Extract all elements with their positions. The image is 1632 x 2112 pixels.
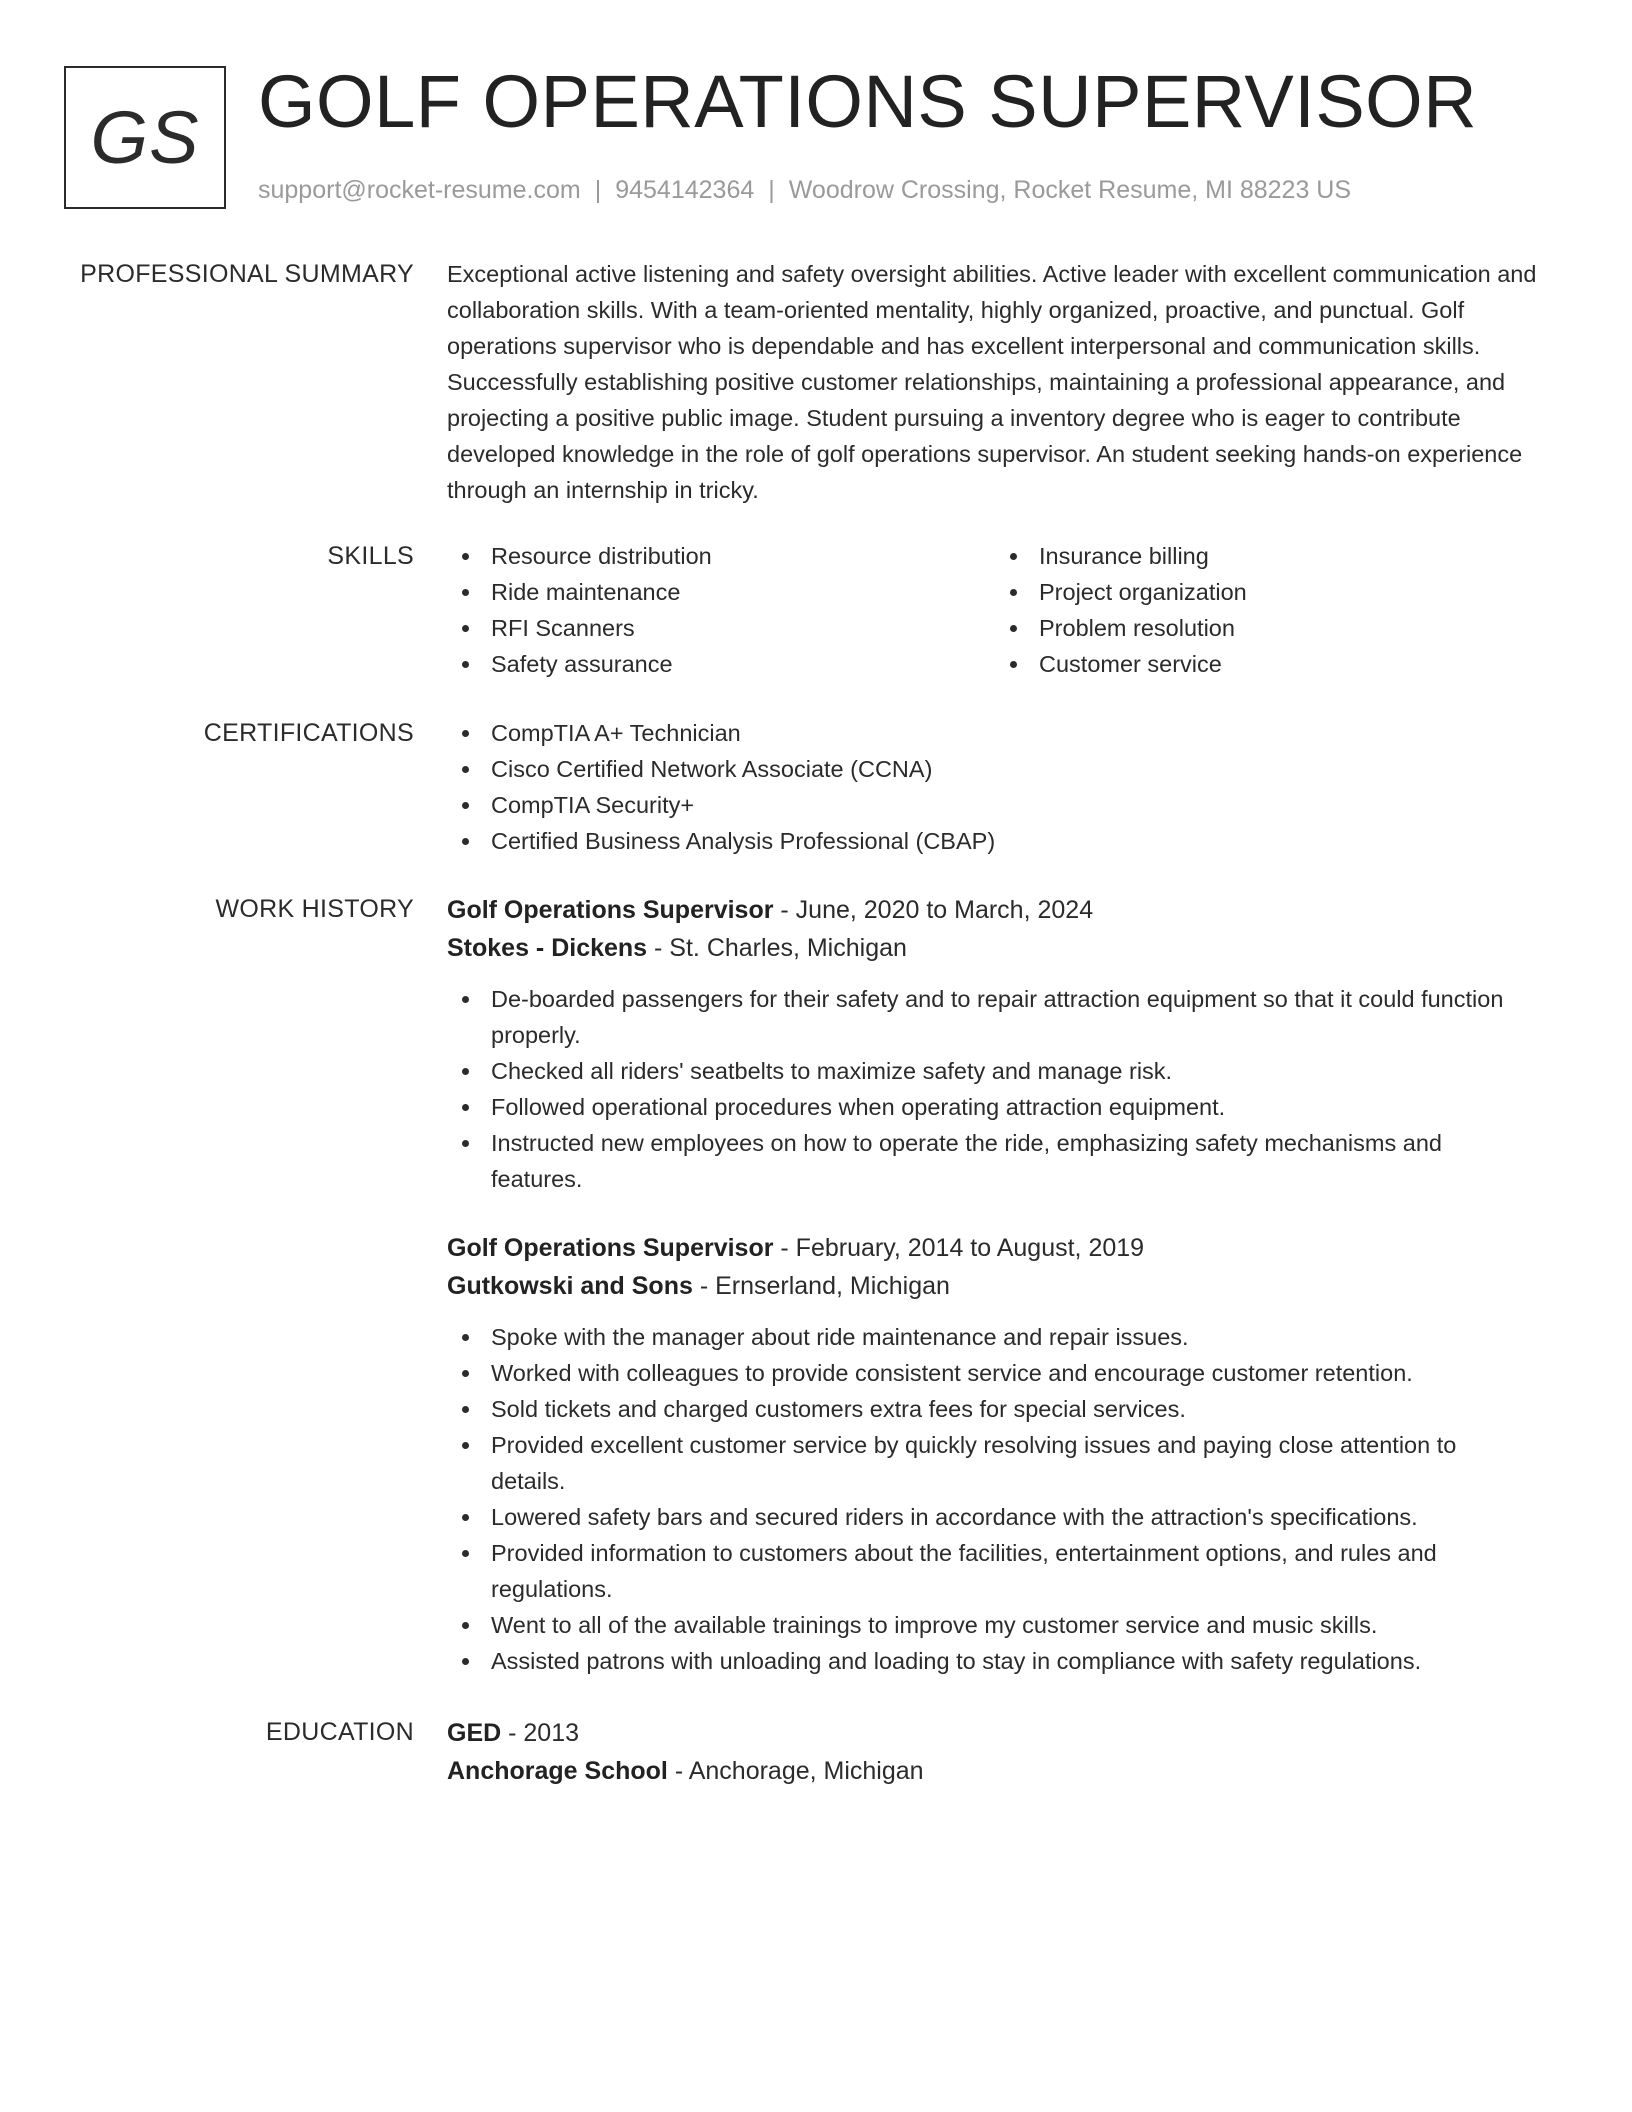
job-location: - St. Charles, Michigan xyxy=(647,934,907,962)
job-duty: Lowered safety bars and secured riders in accordance with the attraction's specifications. xyxy=(447,1499,1537,1535)
skills-column-right xyxy=(995,538,1543,682)
skill-item: Resource distribution xyxy=(447,538,995,574)
contact-address: Woodrow Crossing, Rocket Resume, MI 88223 US xyxy=(788,176,1352,204)
job-entry xyxy=(447,891,1567,1197)
education-school-line xyxy=(447,1752,1567,1790)
section-label-summary: PROFESSIONAL SUMMARY xyxy=(80,260,414,288)
job-title: Golf Operations Supervisor xyxy=(447,896,774,924)
monogram-initials: GS xyxy=(90,96,200,179)
skill-item: Safety assurance xyxy=(447,646,995,682)
skill-item: Ride maintenance xyxy=(447,574,995,610)
section-label-education: EDUCATION xyxy=(265,1718,414,1746)
job-title-line xyxy=(447,891,1567,929)
certification-item: CompTIA Security+ xyxy=(447,787,1567,823)
job-title: Golf Operations Supervisor xyxy=(447,1234,774,1262)
contact-email[interactable]: support@rocket-resume.com xyxy=(258,176,581,204)
job-duty: Worked with colleagues to provide consistent service and encourage customer retention. xyxy=(447,1355,1537,1391)
education-degree: GED xyxy=(447,1719,502,1747)
education-degree-line xyxy=(447,1714,1567,1752)
job-duty: Instructed new employees on how to operate the ride, emphasizing safety mechanisms and features. xyxy=(447,1125,1537,1197)
education-year: - 2013 xyxy=(501,1719,580,1747)
certification-item: Certified Business Analysis Professional (CBAP) xyxy=(447,823,1567,859)
skill-item: RFI Scanners xyxy=(447,610,995,646)
section-label-certifications: CERTIFICATIONS xyxy=(203,719,414,747)
job-location: - Ernserland, Michigan xyxy=(692,1272,950,1300)
summary-text: Exceptional active listening and safety oversight abilities. Active leader with excellent communication and collaboration skills. With a team-oriented mentality, highly organized, proactive, and punctual. Golf operations supervisor who is dependable and has excellent interpersonal and communication skills. Successfully establishing positive customer relationships, maintaining a professional appearance, and projecting a positive public image. Student pursuing a inventory degree who is eager to contribute developed knowledge in the role of golf operations supervisor. An student seeking hands-on experience through an internship in tricky. xyxy=(447,261,1537,503)
section-label-skills: SKILLS xyxy=(327,542,414,570)
job-entry xyxy=(447,1229,1567,1679)
job-dates: - February, 2014 to August, 2019 xyxy=(773,1234,1145,1262)
job-duty: Sold tickets and charged customers extra fees for special services. xyxy=(447,1391,1537,1427)
certification-item: Cisco Certified Network Associate (CCNA) xyxy=(447,751,1567,787)
job-company: Stokes - Dickens xyxy=(447,934,648,962)
job-company: Gutkowski and Sons xyxy=(447,1272,693,1300)
education-body xyxy=(447,1714,1567,1790)
education-school: Anchorage School xyxy=(447,1757,668,1785)
job-title-line xyxy=(447,1229,1567,1267)
skills-column-left xyxy=(447,538,995,682)
resume-title: GOLF OPERATIONS SUPERVISOR xyxy=(258,60,1478,143)
job-duties xyxy=(447,981,1537,1197)
job-duty: De-boarded passengers for their safety and to repair attraction equipment so that it could function properly. xyxy=(447,981,1537,1053)
job-duty: Provided information to customers about the facilities, entertainment options, and rules and regulations. xyxy=(447,1535,1537,1607)
job-duty: Followed operational procedures when operating attraction equipment. xyxy=(447,1089,1537,1125)
section-label-work-history: WORK HISTORY xyxy=(215,895,414,923)
job-duty: Assisted patrons with unloading and loading to stay in compliance with safety regulations. xyxy=(447,1643,1537,1679)
contact-separator: | xyxy=(768,176,775,204)
job-duty: Spoke with the manager about ride maintenance and repair issues. xyxy=(447,1319,1537,1355)
job-duty: Went to all of the available trainings to improve my customer service and music skills. xyxy=(447,1607,1537,1643)
work-history-body xyxy=(447,891,1567,1679)
skill-item: Insurance billing xyxy=(995,538,1543,574)
monogram-box xyxy=(64,66,226,209)
skill-item: Problem resolution xyxy=(995,610,1543,646)
contact-line xyxy=(258,174,1351,206)
skills-list xyxy=(447,538,1567,682)
job-duty: Checked all riders' seatbelts to maximize safety and manage risk. xyxy=(447,1053,1537,1089)
skill-item: Customer service xyxy=(995,646,1543,682)
certification-item: CompTIA A+ Technician xyxy=(447,715,1567,751)
job-duties xyxy=(447,1319,1537,1679)
job-dates: - June, 2020 to March, 2024 xyxy=(773,896,1094,924)
skill-item: Project organization xyxy=(995,574,1543,610)
job-duty: Provided excellent customer service by quickly resolving issues and paying close attention to details. xyxy=(447,1427,1537,1499)
job-company-line xyxy=(447,1267,1567,1305)
education-location: - Anchorage, Michigan xyxy=(667,1757,924,1785)
contact-separator: | xyxy=(594,176,602,204)
certifications-list xyxy=(447,715,1567,859)
contact-phone[interactable]: 9454142364 xyxy=(615,176,755,204)
job-company-line xyxy=(447,929,1567,967)
